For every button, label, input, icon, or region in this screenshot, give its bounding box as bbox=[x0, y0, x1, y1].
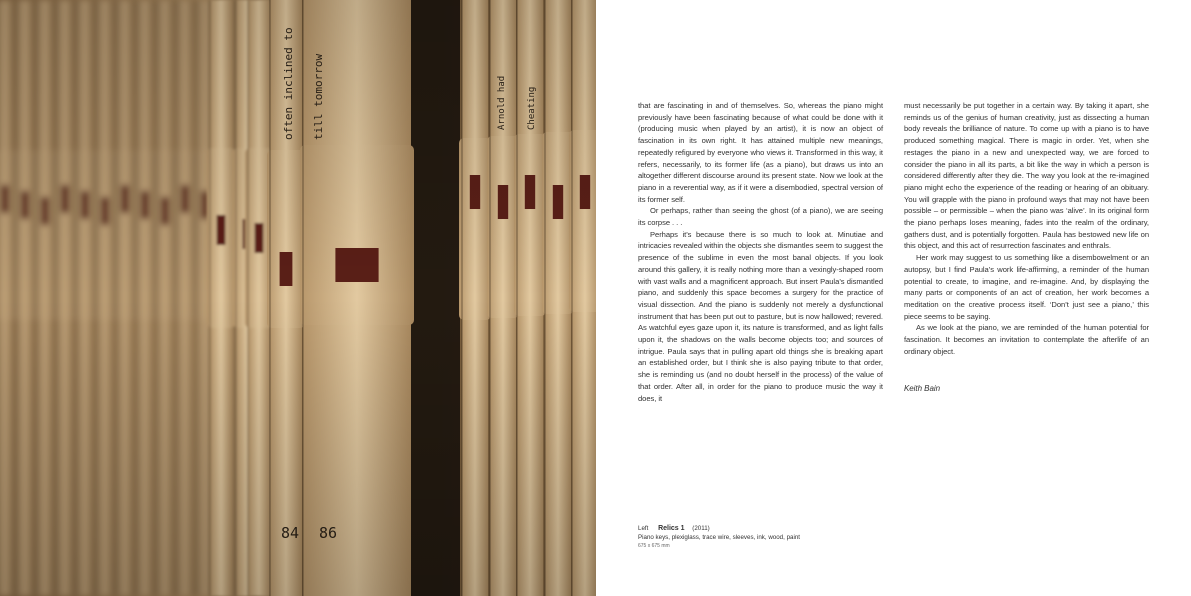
paragraph: that are fascinating in and of themselves. So, whereas the piano might previously have been fascinating because of what could be done with it (producing music when played by an artist), it is now an object of fascination in its own right. It has attained multiple new meanings, repeatedly refigured by everyone who views it. Transformed in this way, it refers, necessarily, to its former life (as a piano), but draws us into an altogether different discourse around its present state. Now we look at the piano in a reverential way, as if it were a disembodied, spectral version of its former self. bbox=[638, 101, 883, 204]
paragraph: must necessarily be put together in a certain way. By taking it apart, she reminds us of the genius of human creativity, just as dissecting a human body reveals the brilliance of nature. To come up with a piano is to have produced something magical. There is magic in order. Yet, when she restages the piano in a new and unexpected way, we are forced to consider the piano in all its parts, a bit like the way in which a person is considered differently after they die. The way you look at the re-imagined piano might echo the experience of the reading or hearing of an obituary. You will grapple with the piano in profound ways that may not have been possible – or permissible – when the piano was ‘alive’. In its original form the piano perhaps loses meaning, fades into the realm of the ordinary, gathers dust, and is potentially forgotten. Paula has bestowed new life on this object, and this act of resurrection fascinates and enthrals. bbox=[904, 101, 1149, 251]
text-page bbox=[596, 0, 1191, 596]
text-column-right bbox=[904, 100, 1149, 395]
caption-position-label: Left bbox=[638, 525, 649, 532]
paragraph: Her work may suggest to us something like a disembowelment or an autopsy, but I find Paula’s work life-affirming, a reminder of the human potential to create, to imagine, and re-imagine. And, by displaying the many parts or components of an act of creation, her work becomes a meditation on the creative process itself. ‘Don’t just see a piano,’ this piece seems to be saying. bbox=[904, 253, 1149, 321]
caption-dimensions: 675 x 675 mm bbox=[638, 543, 670, 550]
paragraph: Or perhaps, rather than seeing the ghost (of a piano), we are seeing its corpse . . . bbox=[638, 206, 883, 228]
paragraph: Perhaps it’s because there is so much to look at. Minutiae and intricacies revealed within the objects she dismantles seem to suggest the presence of the sublime in even the most banal objects. If you look around this gallery, it is really nothing more than a vexingly-shaped room with vast walls and a magnificent approach. But insert Paula’s dismantled piano, and suddenly this space becomes a surgery for the practice of visual dissection. And the piano is suddenly not merely a dysfunctional instrument that has been put out to pasture, but is now hallowed; revered. As watchful eyes gaze upon it, its nature is transformed, and as light falls upon it, the shadows on the walls become objects too; and sources of intrigue. Paula says that in pulling apart old things she is breaking apart an established order, but I think she is also paying tribute to that order, she is reminding us (and no doubt herself in the process) of the value of that order. After all, in order for the piano to produce music the way it does, it bbox=[638, 229, 883, 403]
text-column-left bbox=[638, 100, 883, 404]
author-name: Keith Bain bbox=[904, 384, 940, 394]
paragraph: As we look at the piano, we are reminded of the human potential for fascination. It becomes an invitation to contemplate the afterlife of an ordinary object. bbox=[904, 323, 1149, 356]
caption-title: Relics 1 bbox=[658, 525, 685, 532]
figure-caption bbox=[638, 525, 800, 551]
caption-materials: Piano keys, plexiglass, trace wire, sleeves, ink, wood, paint bbox=[638, 533, 800, 541]
caption-year: (2011) bbox=[692, 525, 710, 532]
